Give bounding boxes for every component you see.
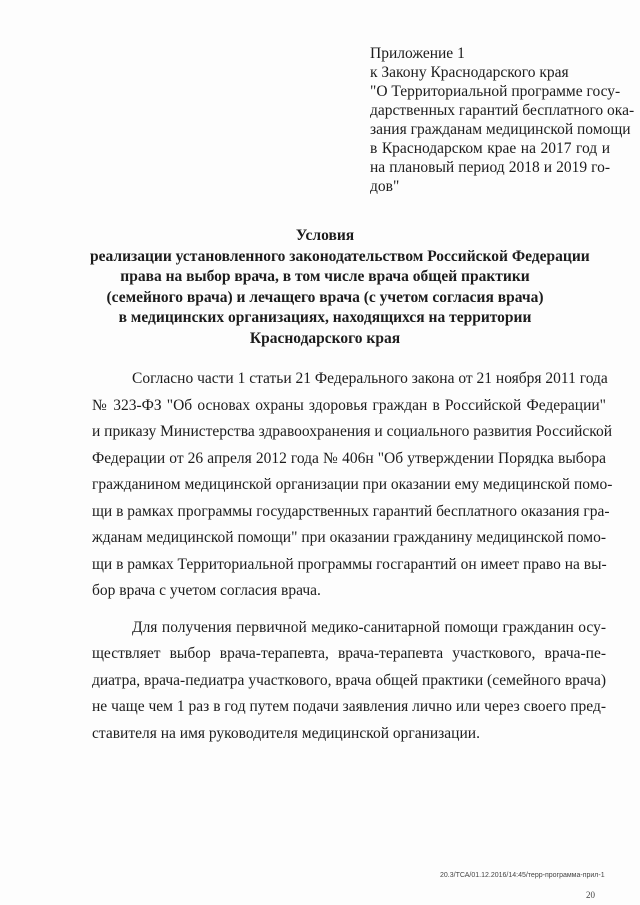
appendix-line: на плановый период 2018 и 2019 го- — [370, 159, 610, 176]
file-reference: 20.3/ТСА/01.12.2016/14:45/терр-программа-прил-1 — [440, 872, 605, 879]
title-line: в медицинских организациях, находящихся на территории — [118, 309, 532, 326]
paragraph-1 — [92, 366, 613, 605]
paragraph-2 — [92, 615, 606, 748]
appendix-line: Приложение 1 — [370, 45, 465, 62]
title-line: права на выбор врача, в том числе врача общей практики — [120, 268, 530, 285]
paragraph-gap — [92, 605, 606, 615]
paragraph-line: Для получения первичной медико-санитарной помощи гражданин осу- — [132, 618, 606, 636]
paragraph-line: и приказу Министерства здравоохранения и социального развития Российской — [92, 423, 613, 440]
paragraph-line: щи в рамках программы государственных гарантий бесплатного оказания гра- — [92, 502, 610, 520]
paragraph-line: Федерации от 26 апреля 2012 года № 406н "Об утверждении Порядка выбора — [92, 449, 606, 467]
paragraph-line: Согласно части 1 статьи 21 Федерального закона от 21 ноября 2011 года — [132, 370, 608, 387]
paragraph-line: ществляет выбор врача-терапевта, врача-терапевта участкового, врача-пе- — [92, 645, 606, 662]
paragraph-line: не чаще чем 1 раз в год путем подачи заявления лично или через своего пред- — [92, 698, 606, 715]
appendix-header — [370, 44, 635, 196]
document-body — [92, 366, 613, 747]
title-line: Краснодарского края — [249, 329, 401, 347]
paragraph-line: бор врача с учетом согласия врача. — [92, 582, 321, 599]
appendix-line: в Краснодарском крае на 2017 год и — [370, 140, 610, 157]
appendix-line: "О Территориальной программе госу- — [370, 83, 621, 100]
appendix-line: зания гражданам медицинской помощи — [370, 121, 631, 138]
paragraph-line: № 323-ФЗ "Об основах охраны здоровья граждан в Российской Федерации" — [92, 396, 606, 414]
title-line: Условия — [295, 227, 355, 244]
paragraph-line: ставителя на имя руководителя медицинской организации. — [92, 724, 480, 742]
paragraph-line: гражданином медицинской организации при оказании ему медицинской помо- — [92, 476, 613, 493]
title-line: (семейного врача) и лечащего врача (с учетом согласия врача) — [106, 288, 544, 306]
paragraph-line: щи в рамках Территориальной программы госгарантий он имеет право на вы- — [92, 555, 607, 573]
appendix-line: дарственных гарантий бесплатного ока- — [370, 102, 635, 119]
paragraph-line: диатра, врача-педиатра участкового, врача общей практики (семейного врача) — [92, 671, 606, 689]
appendix-line: к Закону Краснодарского края — [370, 64, 569, 81]
page-number: 20 — [586, 890, 595, 900]
document-title — [90, 226, 590, 349]
paragraph-line: жданам медицинской помощи" при оказании гражданину медицинской помо- — [92, 529, 606, 546]
appendix-line: дов" — [370, 178, 400, 195]
title-line: реализации установленного законодательством Российской Федерации — [90, 247, 590, 265]
